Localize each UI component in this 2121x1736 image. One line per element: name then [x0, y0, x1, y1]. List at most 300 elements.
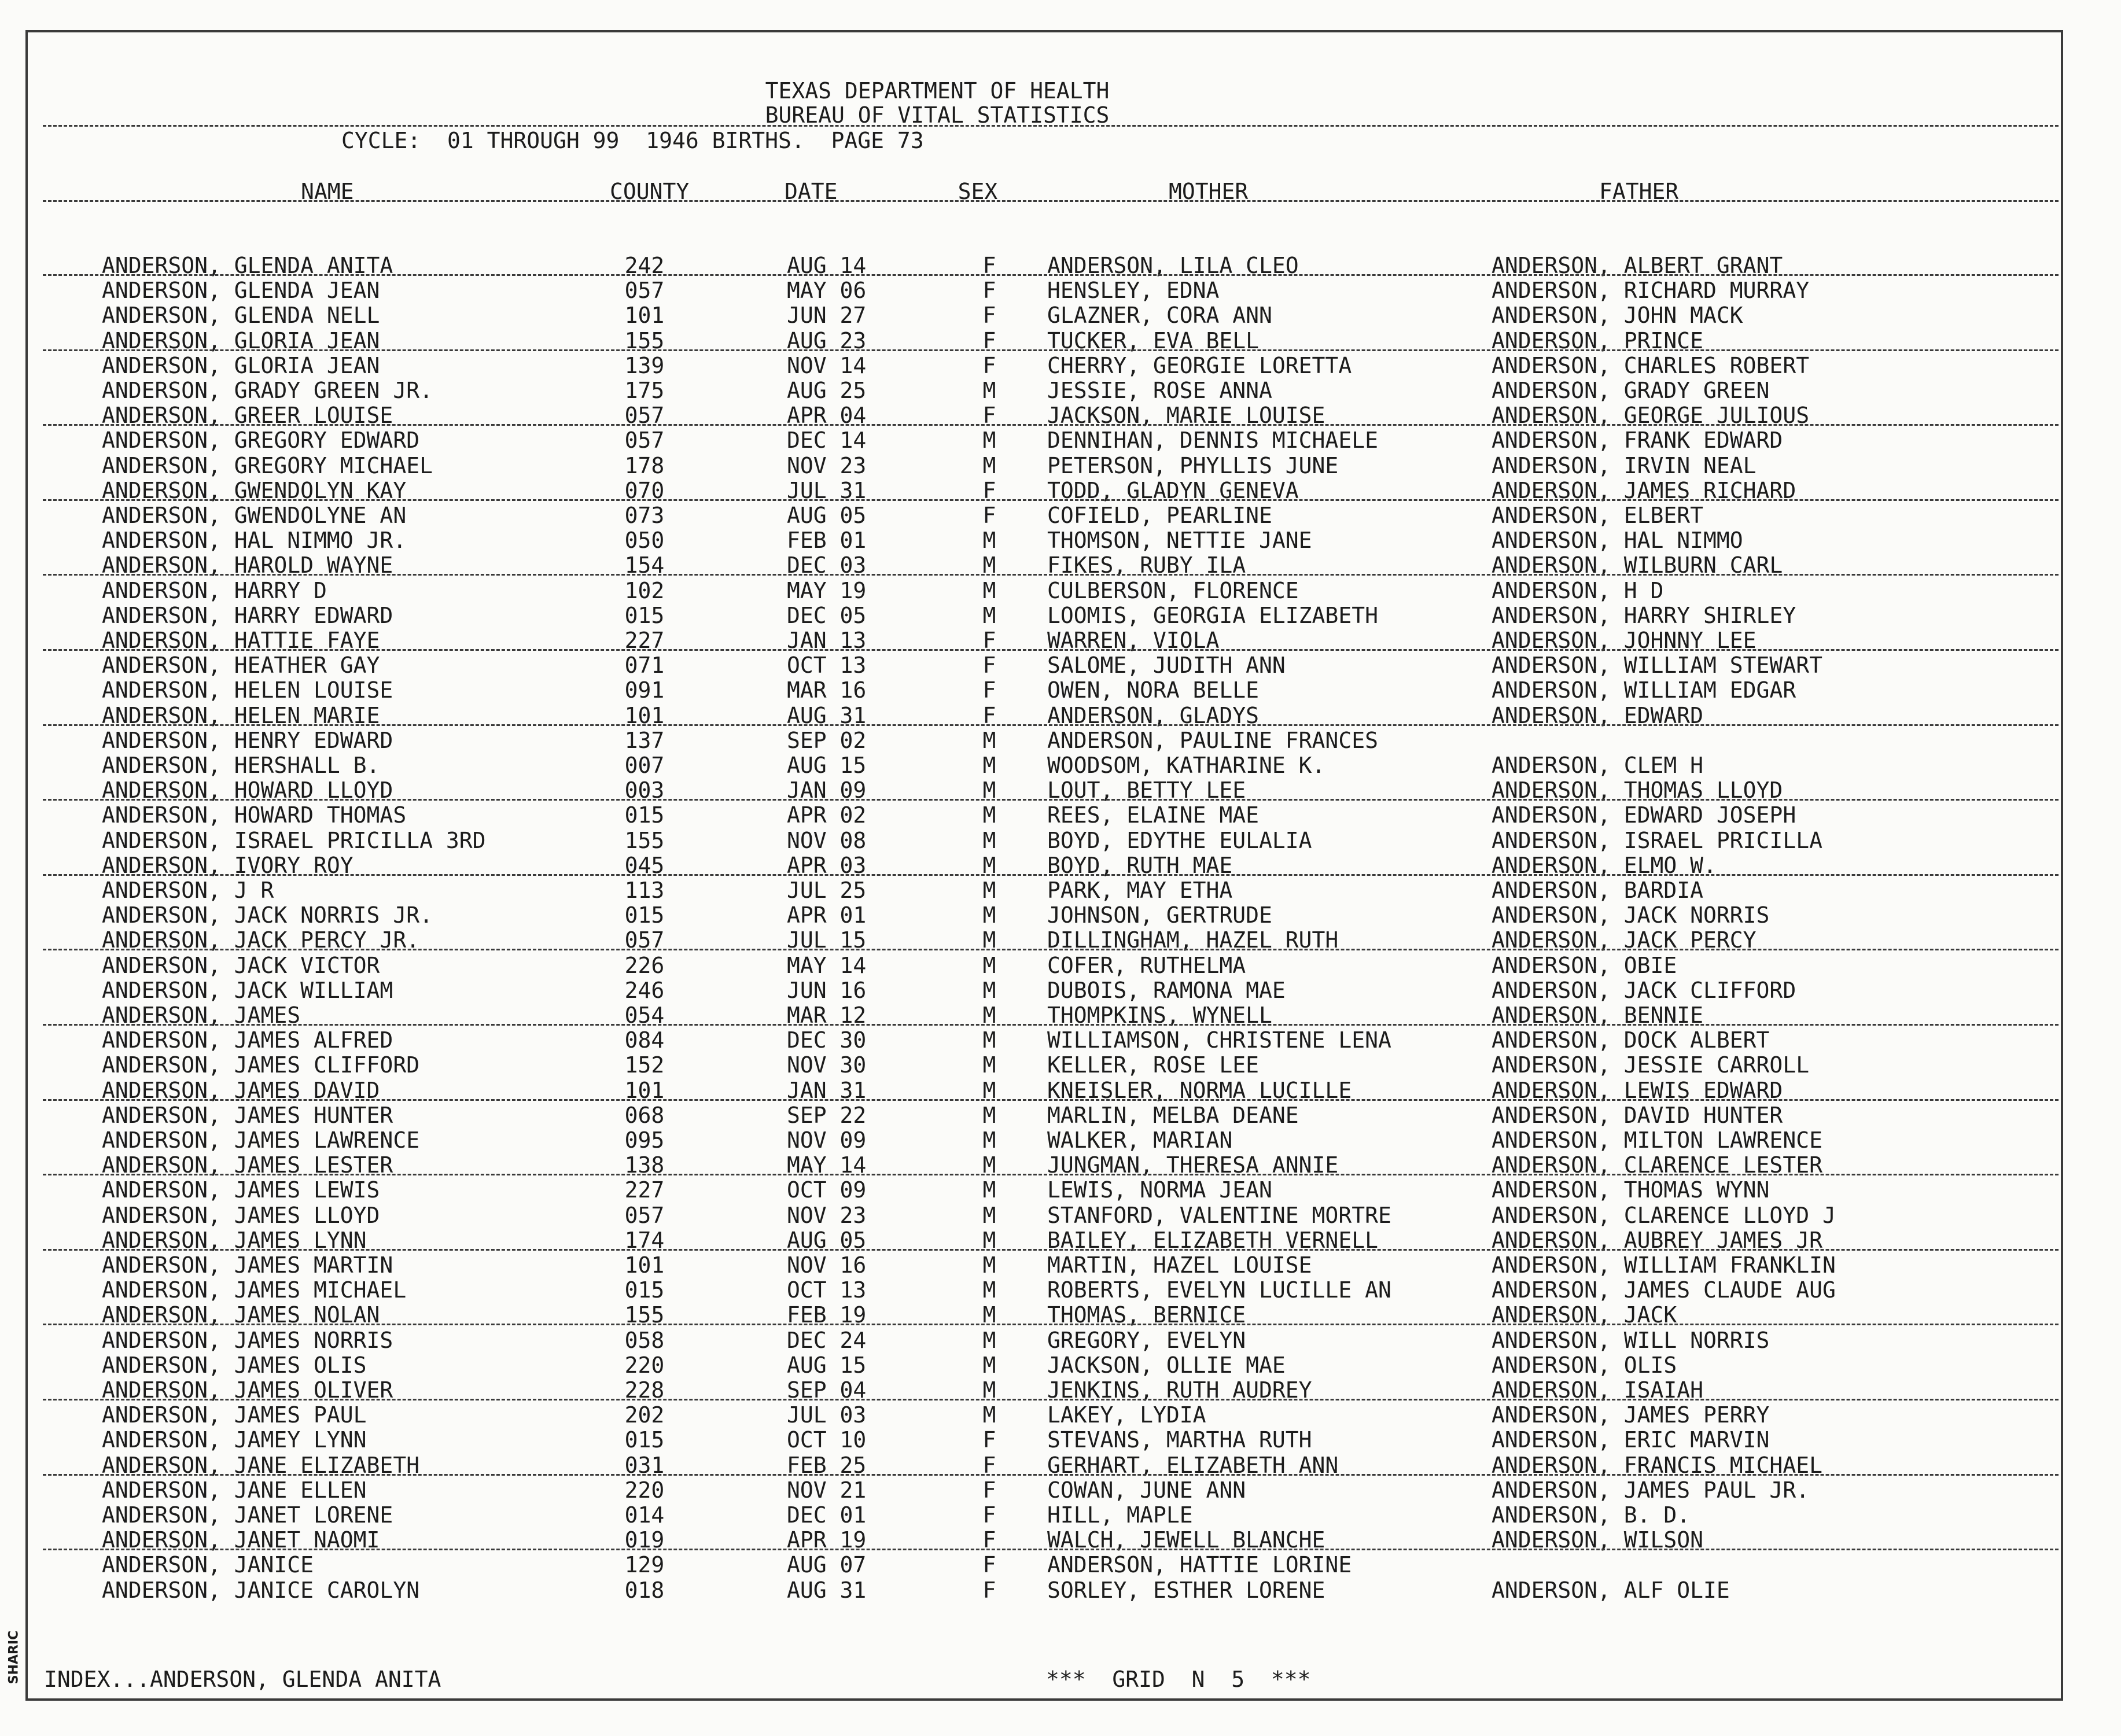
record-sex: M	[982, 777, 996, 804]
row-group-divider	[43, 874, 2059, 876]
footer-index: INDEX...ANDERSON, GLENDA ANITA	[44, 1667, 441, 1692]
record-father: ANDERSON, EDWARD JOSEPH	[1492, 802, 1796, 828]
record-father: ANDERSON, ISAIAH	[1492, 1377, 1704, 1403]
record-father: ANDERSON, FRANCIS MICHAEL	[1492, 1452, 1822, 1478]
record-date: DEC 24	[787, 1327, 867, 1353]
record-sex: M	[982, 1227, 996, 1253]
record-father: ANDERSON, HARRY SHIRLEY	[1492, 602, 1796, 628]
record-sex: M	[982, 602, 996, 628]
record-name: ANDERSON, HARRY EDWARD	[102, 602, 393, 628]
record-sex: F	[982, 477, 996, 503]
record-county: 054	[624, 1002, 665, 1028]
record-date: APR 03	[787, 852, 867, 878]
record-father: ANDERSON, ELMO W.	[1492, 852, 1717, 878]
record-name: ANDERSON, GLORIA JEAN	[102, 327, 380, 353]
record-sex: M	[982, 1252, 996, 1278]
record-county: 129	[624, 1552, 665, 1578]
record-county: 057	[624, 278, 665, 304]
record-father: ANDERSON, WILSON	[1492, 1527, 1704, 1553]
record-date: APR 04	[787, 403, 867, 429]
record-name: ANDERSON, JANICE CAROLYN	[102, 1577, 420, 1603]
row-group-divider	[43, 274, 2059, 276]
record-date: AUG 31	[787, 1577, 867, 1603]
record-sex: F	[982, 1577, 996, 1603]
record-county: 050	[624, 528, 665, 554]
record-father: ANDERSON, JACK NORRIS	[1492, 902, 1770, 928]
record-sex: M	[982, 1377, 996, 1403]
record-mother: COWAN, JUNE ANN	[1047, 1477, 1246, 1503]
record-mother: JESSIE, ROSE ANNA	[1047, 378, 1272, 403]
record-mother: HILL, MAPLE	[1047, 1502, 1193, 1528]
record-county: 242	[624, 253, 665, 278]
row-group-divider	[43, 1024, 2059, 1026]
record-sex: M	[982, 1102, 996, 1128]
record-father: ANDERSON, IRVIN NEAL	[1492, 452, 1757, 478]
record-name: ANDERSON, HERSHALL B.	[102, 753, 380, 778]
record-county: 045	[624, 852, 665, 878]
record-date: JAN 13	[787, 628, 867, 653]
record-date: DEC 03	[787, 552, 867, 578]
record-mother: PETERSON, PHYLLIS JUNE	[1047, 452, 1339, 478]
row-group-divider	[43, 724, 2059, 726]
record-sex: M	[982, 727, 996, 753]
record-name: ANDERSON, JACK NORRIS JR.	[102, 902, 433, 928]
record-father: ANDERSON, FRANK EDWARD	[1492, 427, 1783, 454]
record-name: ANDERSON, HEATHER GAY	[102, 653, 380, 679]
row-group-divider	[43, 499, 2059, 501]
record-date: DEC 30	[787, 1027, 867, 1053]
record-sex: F	[982, 1527, 996, 1553]
record-date: MAR 12	[787, 1002, 867, 1028]
record-mother: TODD, GLADYN GENEVA	[1047, 477, 1299, 503]
record-mother: WOODSOM, KATHARINE K.	[1047, 753, 1325, 778]
record-county: 057	[624, 403, 665, 429]
record-father: ANDERSON, THOMAS WYNN	[1492, 1177, 1770, 1203]
row-group-divider	[43, 424, 2059, 426]
record-name: ANDERSON, HENRY EDWARD	[102, 727, 393, 753]
record-county: 246	[624, 977, 665, 1003]
record-father: ANDERSON, BENNIE	[1492, 1002, 1704, 1028]
record-name: ANDERSON, JANET NAOMI	[102, 1527, 380, 1553]
record-date: AUG 15	[787, 1352, 867, 1378]
column-header-date: DATE	[785, 179, 838, 204]
record-sex: F	[982, 702, 996, 728]
record-date: AUG 07	[787, 1552, 867, 1578]
record-name: ANDERSON, JACK PERCY JR.	[102, 927, 420, 953]
record-county: 068	[624, 1102, 665, 1128]
record-county: 113	[624, 878, 665, 903]
record-sex: F	[982, 1452, 996, 1478]
record-county: 057	[624, 927, 665, 953]
record-date: OCT 10	[787, 1427, 867, 1453]
record-mother: WALKER, MARIAN	[1047, 1127, 1233, 1153]
record-county: 015	[624, 902, 665, 928]
record-mother: GREGORY, EVELYN	[1047, 1327, 1246, 1353]
record-sex: F	[982, 253, 996, 278]
record-county: 220	[624, 1352, 665, 1378]
record-county: 154	[624, 552, 665, 578]
record-county: 220	[624, 1477, 665, 1503]
record-county: 058	[624, 1327, 665, 1353]
record-county: 226	[624, 952, 665, 978]
record-father: ANDERSON, JACK CLIFFORD	[1492, 977, 1796, 1003]
footer-grid: *** GRID N 5 ***	[1046, 1667, 1311, 1692]
record-county: 152	[624, 1052, 665, 1078]
record-name: ANDERSON, GWENDOLYN KAY	[102, 477, 407, 503]
row-group-divider	[43, 1099, 2059, 1101]
record-county: 015	[624, 802, 665, 828]
column-header-name: NAME	[301, 179, 354, 204]
record-father: ANDERSON, GEORGE JULIOUS	[1492, 403, 1810, 429]
record-father: ANDERSON, WILLIAM STEWART	[1492, 653, 1822, 679]
record-father: ANDERSON, H D	[1492, 577, 1664, 603]
record-father: ANDERSON, JAMES PERRY	[1492, 1402, 1770, 1428]
record-sex: F	[982, 503, 996, 528]
record-date: NOV 09	[787, 1127, 867, 1153]
record-mother: MARLIN, MELBA DEANE	[1047, 1102, 1299, 1128]
record-name: ANDERSON, JAMEY LYNN	[102, 1427, 367, 1453]
record-date: SEP 02	[787, 727, 867, 753]
record-sex: M	[982, 1152, 996, 1178]
record-date: JAN 09	[787, 777, 867, 804]
record-name: ANDERSON, JANE ELLEN	[102, 1477, 367, 1503]
record-father: ANDERSON, WILLIAM EDGAR	[1492, 677, 1796, 703]
record-mother: COFIELD, PEARLINE	[1047, 503, 1272, 528]
record-county: 102	[624, 577, 665, 603]
record-mother: ANDERSON, LILA CLEO	[1047, 253, 1299, 278]
record-father: ANDERSON, ELBERT	[1492, 503, 1704, 528]
record-name: ANDERSON, GLENDA ANITA	[102, 253, 393, 278]
header-divider	[43, 125, 2059, 127]
record-father: ANDERSON, ISRAEL PRICILLA	[1492, 827, 1822, 853]
record-name: ANDERSON, HOWARD LLOYD	[102, 777, 393, 804]
record-father: ANDERSON, JAMES RICHARD	[1492, 477, 1796, 503]
record-mother: STANFORD, VALENTINE MORTRE	[1047, 1202, 1391, 1228]
record-date: NOV 16	[787, 1252, 867, 1278]
record-mother: WARREN, VIOLA	[1047, 628, 1220, 653]
record-county: 057	[624, 427, 665, 454]
record-name: ANDERSON, JAMES HUNTER	[102, 1102, 393, 1128]
record-name: ANDERSON, HELEN LOUISE	[102, 677, 393, 703]
record-father: ANDERSON, WILLIAM FRANKLIN	[1492, 1252, 1836, 1278]
record-father: ANDERSON, CLEM H	[1492, 753, 1704, 778]
record-father: ANDERSON, DAVID HUNTER	[1492, 1102, 1783, 1128]
column-header-divider	[43, 200, 2059, 202]
record-mother: BOYD, RUTH MAE	[1047, 852, 1233, 878]
record-date: SEP 04	[787, 1377, 867, 1403]
record-father: ANDERSON, JAMES PAUL JR.	[1492, 1477, 1810, 1503]
report-title: TEXAS DEPARTMENT OF HEALTH	[765, 78, 1110, 104]
record-county: 070	[624, 477, 665, 503]
record-mother: ANDERSON, GLADYS	[1047, 702, 1260, 728]
record-mother: LOOMIS, GEORGIA ELIZABETH	[1047, 602, 1378, 628]
row-group-divider	[43, 1549, 2059, 1550]
record-date: APR 19	[787, 1527, 867, 1553]
record-date: NOV 23	[787, 1202, 867, 1228]
record-name: ANDERSON, JAMES LYNN	[102, 1227, 367, 1253]
row-group-divider	[43, 574, 2059, 576]
record-mother: DUBOIS, RAMONA MAE	[1047, 977, 1286, 1003]
record-date: DEC 01	[787, 1502, 867, 1528]
column-header-father: FATHER	[1599, 179, 1679, 204]
record-name: ANDERSON, GLENDA JEAN	[102, 278, 380, 304]
record-date: JUL 15	[787, 927, 867, 953]
record-county: 138	[624, 1152, 665, 1178]
record-date: NOV 14	[787, 352, 867, 378]
record-mother: LOUT, BETTY LEE	[1047, 777, 1246, 804]
record-father: ANDERSON, BARDIA	[1492, 878, 1704, 903]
record-father: ANDERSON, JOHNNY LEE	[1492, 628, 1757, 653]
record-date: SEP 22	[787, 1102, 867, 1128]
record-date: OCT 13	[787, 1277, 867, 1303]
row-group-divider	[43, 1399, 2059, 1400]
margin-stamp: SHARIC	[6, 1630, 21, 1685]
record-date: OCT 09	[787, 1177, 867, 1203]
record-mother: COFER, RUTHELMA	[1047, 952, 1246, 978]
record-county: 101	[624, 702, 665, 728]
record-county: 178	[624, 452, 665, 478]
record-father: ANDERSON, MILTON LAWRENCE	[1492, 1127, 1822, 1153]
record-sex: F	[982, 352, 996, 378]
record-father: ANDERSON, GRADY GREEN	[1492, 378, 1770, 403]
record-name: ANDERSON, GREER LOUISE	[102, 403, 393, 429]
record-mother: SALOME, JUDITH ANN	[1047, 653, 1286, 679]
row-group-divider	[43, 1324, 2059, 1325]
record-sex: M	[982, 977, 996, 1003]
record-county: 015	[624, 602, 665, 628]
record-date: FEB 19	[787, 1302, 867, 1328]
record-date: AUG 05	[787, 1227, 867, 1253]
record-county: 101	[624, 1252, 665, 1278]
record-sex: F	[982, 1552, 996, 1578]
record-name: ANDERSON, GREGORY EDWARD	[102, 427, 420, 454]
record-mother: TUCKER, EVA BELL	[1047, 327, 1260, 353]
record-name: ANDERSON, JAMES LLOYD	[102, 1202, 380, 1228]
record-sex: M	[982, 1127, 996, 1153]
record-name: ANDERSON, JACK VICTOR	[102, 952, 380, 978]
record-county: 174	[624, 1227, 665, 1253]
record-mother: WALCH, JEWELL BLANCHE	[1047, 1527, 1325, 1553]
record-sex: F	[982, 403, 996, 429]
record-name: ANDERSON, JAMES ALFRED	[102, 1027, 393, 1053]
record-sex: M	[982, 827, 996, 853]
record-mother: THOMSON, NETTIE JANE	[1047, 528, 1312, 554]
record-county: 137	[624, 727, 665, 753]
record-father: ANDERSON, WILBURN CARL	[1492, 552, 1783, 578]
record-date: APR 01	[787, 902, 867, 928]
record-father: ANDERSON, WILL NORRIS	[1492, 1327, 1770, 1353]
record-county: 015	[624, 1277, 665, 1303]
record-mother: FIKES, RUBY ILA	[1047, 552, 1246, 578]
report-subtitle: BUREAU OF VITAL STATISTICS	[765, 102, 1110, 128]
record-date: OCT 13	[787, 653, 867, 679]
record-name: ANDERSON, GRADY GREEN JR.	[102, 378, 433, 403]
record-county: 227	[624, 1177, 665, 1203]
record-sex: M	[982, 1027, 996, 1053]
record-father: ANDERSON, RICHARD MURRAY	[1492, 278, 1810, 304]
record-name: ANDERSON, JAMES NOLAN	[102, 1302, 380, 1328]
record-father: ANDERSON, JACK	[1492, 1302, 1677, 1328]
row-group-divider	[43, 349, 2059, 351]
record-county: 031	[624, 1452, 665, 1478]
record-date: JUL 03	[787, 1402, 867, 1428]
record-name: ANDERSON, JAMES PAUL	[102, 1402, 367, 1428]
column-header-sex: SEX	[958, 179, 998, 204]
record-name: ANDERSON, JAMES CLIFFORD	[102, 1052, 420, 1078]
record-mother: ROBERTS, EVELYN LUCILLE AN	[1047, 1277, 1391, 1303]
record-county: 227	[624, 628, 665, 653]
cycle-line: CYCLE: 01 THROUGH 99 1946 BIRTHS. PAGE 73	[341, 128, 924, 153]
record-county: 101	[624, 1077, 665, 1103]
record-date: APR 02	[787, 802, 867, 828]
record-sex: M	[982, 378, 996, 403]
record-name: ANDERSON, HAL NIMMO JR.	[102, 528, 407, 554]
record-date: JUN 27	[787, 303, 867, 329]
column-header-mother: MOTHER	[1169, 179, 1249, 204]
record-sex: M	[982, 802, 996, 828]
record-name: ANDERSON, HAROLD WAYNE	[102, 552, 393, 578]
record-mother: GLAZNER, CORA ANN	[1047, 303, 1272, 329]
record-date: AUG 14	[787, 253, 867, 278]
record-date: AUG 15	[787, 753, 867, 778]
record-father: ANDERSON, JACK PERCY	[1492, 927, 1757, 953]
record-name: ANDERSON, JAMES DAVID	[102, 1077, 380, 1103]
record-sex: M	[982, 1302, 996, 1328]
record-name: ANDERSON, ISRAEL PRICILLA 3RD	[102, 827, 486, 853]
record-mother: THOMAS, BERNICE	[1047, 1302, 1246, 1328]
record-mother: JUNGMAN, THERESA ANNIE	[1047, 1152, 1339, 1178]
record-mother: PARK, MAY ETHA	[1047, 878, 1233, 903]
record-name: ANDERSON, JAMES OLIVER	[102, 1377, 393, 1403]
record-name: ANDERSON, IVORY ROY	[102, 852, 354, 878]
record-sex: M	[982, 1077, 996, 1103]
record-sex: F	[982, 303, 996, 329]
record-date: MAY 14	[787, 952, 867, 978]
record-name: ANDERSON, HELEN MARIE	[102, 702, 380, 728]
record-date: DEC 14	[787, 427, 867, 454]
record-date: NOV 08	[787, 827, 867, 853]
record-name: ANDERSON, JAMES LAWRENCE	[102, 1127, 420, 1153]
record-name: ANDERSON, JAMES MARTIN	[102, 1252, 393, 1278]
record-mother: REES, ELAINE MAE	[1047, 802, 1260, 828]
record-date: JAN 31	[787, 1077, 867, 1103]
record-father: ANDERSON, HAL NIMMO	[1492, 528, 1743, 554]
row-group-divider	[43, 949, 2059, 950]
record-sex: M	[982, 552, 996, 578]
record-date: MAY 06	[787, 278, 867, 304]
record-sex: M	[982, 753, 996, 778]
record-date: FEB 25	[787, 1452, 867, 1478]
record-county: 228	[624, 1377, 665, 1403]
record-mother: KNEISLER, NORMA LUCILLE	[1047, 1077, 1352, 1103]
record-county: 202	[624, 1402, 665, 1428]
record-sex: M	[982, 1327, 996, 1353]
record-sex: M	[982, 1202, 996, 1228]
record-sex: M	[982, 528, 996, 554]
row-group-divider	[43, 1249, 2059, 1251]
record-mother: STEVANS, MARTHA RUTH	[1047, 1427, 1312, 1453]
record-sex: F	[982, 677, 996, 703]
record-name: ANDERSON, JAMES MICHAEL	[102, 1277, 407, 1303]
record-sex: F	[982, 1502, 996, 1528]
record-sex: M	[982, 952, 996, 978]
record-county: 091	[624, 677, 665, 703]
record-sex: M	[982, 927, 996, 953]
record-mother: GERHART, ELIZABETH ANN	[1047, 1452, 1339, 1478]
record-county: 175	[624, 378, 665, 403]
record-sex: M	[982, 902, 996, 928]
record-father: ANDERSON, AUBREY JAMES JR	[1492, 1227, 1822, 1253]
record-sex: F	[982, 628, 996, 653]
row-group-divider	[43, 799, 2059, 801]
record-name: ANDERSON, GLORIA JEAN	[102, 352, 380, 378]
record-mother: LEWIS, NORMA JEAN	[1047, 1177, 1272, 1203]
record-date: NOV 30	[787, 1052, 867, 1078]
column-header-county: COUNTY	[610, 179, 690, 204]
record-name: ANDERSON, HARRY D	[102, 577, 327, 603]
record-county: 155	[624, 327, 665, 353]
record-sex: M	[982, 577, 996, 603]
record-father: ANDERSON, PRINCE	[1492, 327, 1704, 353]
record-name: ANDERSON, JAMES NORRIS	[102, 1327, 393, 1353]
record-father: ANDERSON, JAMES CLAUDE AUG	[1492, 1277, 1836, 1303]
record-mother: DENNIHAN, DENNIS MICHAELE	[1047, 427, 1378, 454]
record-county: 155	[624, 1302, 665, 1328]
record-date: JUL 25	[787, 878, 867, 903]
record-mother: JACKSON, MARIE LOUISE	[1047, 403, 1325, 429]
record-county: 101	[624, 303, 665, 329]
record-date: MAR 16	[787, 677, 867, 703]
record-father: ANDERSON, LEWIS EDWARD	[1492, 1077, 1783, 1103]
record-name: ANDERSON, JAMES LESTER	[102, 1152, 393, 1178]
record-mother: ANDERSON, PAULINE FRANCES	[1047, 727, 1378, 753]
record-sex: M	[982, 452, 996, 478]
record-date: MAY 14	[787, 1152, 867, 1178]
record-father: ANDERSON, EDWARD	[1492, 702, 1704, 728]
record-county: 007	[624, 753, 665, 778]
record-county: 018	[624, 1577, 665, 1603]
record-father: ANDERSON, THOMAS LLOYD	[1492, 777, 1783, 804]
record-name: ANDERSON, GLENDA NELL	[102, 303, 380, 329]
record-sex: M	[982, 1402, 996, 1428]
record-sex: M	[982, 878, 996, 903]
record-county: 014	[624, 1502, 665, 1528]
record-date: DEC 05	[787, 602, 867, 628]
record-name: ANDERSON, J R	[102, 878, 274, 903]
record-sex: M	[982, 1052, 996, 1078]
record-father: ANDERSON, ALF OLIE	[1492, 1577, 1730, 1603]
record-father: ANDERSON, JOHN MACK	[1492, 303, 1743, 329]
record-mother: HENSLEY, EDNA	[1047, 278, 1220, 304]
record-county: 019	[624, 1527, 665, 1553]
record-sex: F	[982, 1477, 996, 1503]
record-county: 057	[624, 1202, 665, 1228]
record-mother: JENKINS, RUTH AUDREY	[1047, 1377, 1312, 1403]
record-father: ANDERSON, CHARLES ROBERT	[1492, 352, 1810, 378]
record-date: AUG 25	[787, 378, 867, 403]
record-father: ANDERSON, CLARENCE LLOYD J	[1492, 1202, 1836, 1228]
record-county: 095	[624, 1127, 665, 1153]
row-group-divider	[43, 649, 2059, 651]
record-sex: M	[982, 1177, 996, 1203]
record-sex: M	[982, 852, 996, 878]
record-mother: DILLINGHAM, HAZEL RUTH	[1047, 927, 1339, 953]
record-name: ANDERSON, GREGORY MICHAEL	[102, 452, 433, 478]
record-date: NOV 23	[787, 452, 867, 478]
record-father: ANDERSON, JESSIE CARROLL	[1492, 1052, 1810, 1078]
record-name: ANDERSON, JAMES LEWIS	[102, 1177, 380, 1203]
record-sex: M	[982, 1352, 996, 1378]
